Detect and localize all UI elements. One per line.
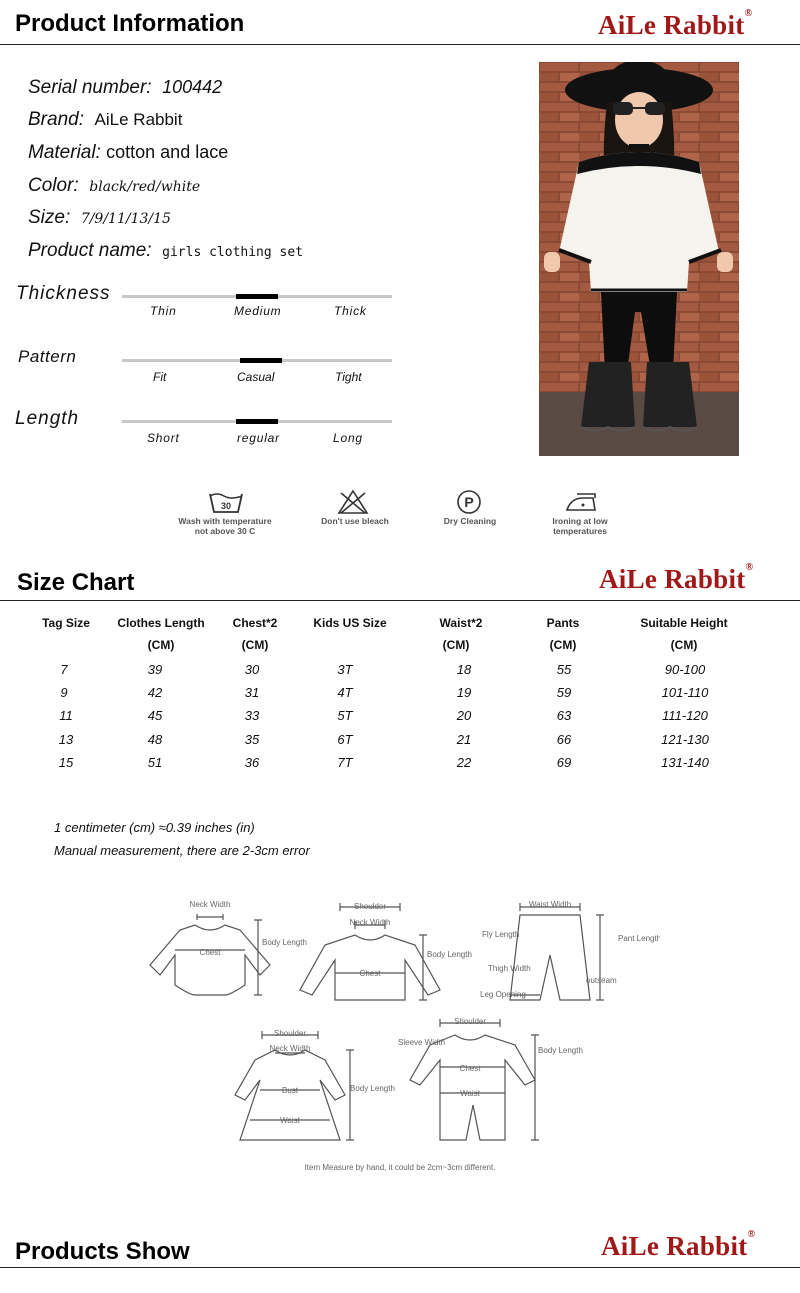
color-row: Color: black/red/white — [28, 175, 201, 196]
material-row: Material: cotton and lace — [28, 142, 229, 163]
no-bleach-icon — [337, 489, 369, 515]
diagram-label: Neck Width — [349, 918, 391, 927]
diagram-footer: Item Measure by hand, it could be 2cm~3cm different. — [304, 1163, 496, 1172]
diagram-label: Leg Opening — [480, 990, 526, 999]
brand-logo: AiLe Rabbit® — [601, 1229, 756, 1261]
care-label: Dry Cleaning — [443, 516, 497, 526]
diagram-label: Waist Width — [528, 900, 572, 909]
col-unit: (CM) — [549, 638, 577, 652]
diagram-label: Shoulder — [353, 902, 387, 911]
wash-30-icon — [208, 490, 244, 514]
measurement-diagram — [140, 895, 660, 1180]
divider — [0, 1267, 800, 1268]
iron-low-icon — [563, 490, 599, 514]
care-label: Ironing at low temperatures — [552, 516, 608, 536]
diagram-label: Body Length — [538, 1046, 583, 1055]
scale-name-thickness: Thickness — [16, 283, 111, 304]
scale-name-pattern: Pattern — [18, 347, 77, 366]
diagram-label: Waist — [280, 1116, 300, 1125]
diagram-label: Chest — [459, 1064, 481, 1073]
care-label: Wash with temperature not above 30 C — [178, 516, 272, 536]
diagram-label: Body Length — [262, 938, 307, 947]
scale-marker — [236, 419, 278, 424]
col-header: Kids US Size — [313, 616, 387, 630]
scale-label: Short — [147, 431, 180, 445]
product-name-row: Product name: girls clothing set — [28, 240, 304, 261]
table-row: 13 48 35 6T 21 66 121-130 — [58, 732, 709, 747]
scale-label: Thin — [150, 304, 177, 318]
scale-marker — [240, 358, 282, 363]
section-title-product-info: Product Information — [15, 10, 245, 37]
col-unit: (CM) — [442, 638, 470, 652]
col-unit: (CM) — [147, 638, 175, 652]
section-title-products-show: Products Show — [15, 1238, 190, 1265]
diagram-label: Bust — [281, 1086, 299, 1095]
col-header: Tag Size — [42, 616, 90, 630]
scale-label: regular — [237, 431, 280, 445]
diagram-label: outseam — [586, 976, 617, 985]
dry-clean-badge: P — [464, 494, 474, 510]
note-measurement: Manual measurement, there are 2-3cm error — [54, 843, 310, 858]
product-photo — [539, 62, 739, 456]
divider — [0, 44, 800, 45]
diagram-label: Neck Width — [269, 1044, 311, 1053]
col-header: Clothes Length — [117, 616, 205, 630]
diagram-label: Chest — [359, 969, 381, 978]
diagram-label: Body Length — [350, 1084, 395, 1093]
section-title-size-chart: Size Chart — [17, 569, 135, 596]
diagram-label: Waist — [460, 1089, 480, 1098]
brand-logo: AiLe Rabbit® — [599, 562, 754, 594]
scale-label: Medium — [234, 304, 282, 318]
diagram-label: Thigh Width — [488, 964, 531, 973]
diagram-label: Pant Length — [618, 934, 660, 943]
table-row: 11 45 33 5T 20 63 111-120 — [59, 708, 708, 723]
diagram-label: Fly Length — [482, 930, 520, 939]
diagram-label: Shoulder — [453, 1017, 487, 1026]
col-unit: (CM) — [241, 638, 269, 652]
diagram-label: Neck Width — [189, 900, 231, 909]
table-row: 7 39 30 3T 18 55 90-100 — [60, 662, 706, 677]
serial-row: Serial number: 100442 — [28, 77, 223, 98]
dry-clean-icon — [456, 489, 482, 515]
diagram-label: Chest — [199, 948, 221, 957]
diagram-label: Body Length — [427, 950, 472, 959]
table-row: 15 51 36 7T 22 69 131-140 — [58, 755, 709, 770]
col-header: Pants — [546, 616, 580, 630]
scale-name-length: Length — [15, 408, 80, 429]
col-header: Suitable Height — [640, 616, 728, 630]
scale-label: Thick — [334, 304, 367, 318]
divider — [0, 600, 800, 601]
size-row: Size: 7/9/11/13/15 — [28, 207, 171, 228]
diagram-label: Shoulder — [273, 1029, 307, 1038]
diagram-label: Sleeve Width — [398, 1038, 446, 1047]
wash-temp-badge: 30 — [220, 501, 232, 511]
col-header: Waist*2 — [439, 616, 483, 630]
scale-label: Tight — [335, 370, 362, 384]
scale-marker — [236, 294, 278, 299]
col-header: Chest*2 — [232, 616, 278, 630]
table-row: 9 42 31 4T 19 59 101-110 — [60, 685, 709, 700]
brand-row: Brand: AiLe Rabbit — [28, 109, 183, 130]
scale-label: Long — [333, 431, 363, 445]
brand-logo: AiLe Rabbit® — [598, 8, 753, 40]
scale-label: Fit — [153, 370, 167, 384]
note-conversion: 1 centimeter (cm) ≈0.39 inches (in) — [54, 820, 255, 835]
scale-label: Casual — [237, 370, 275, 384]
col-unit: (CM) — [670, 638, 698, 652]
care-label: Don't use bleach — [321, 516, 389, 526]
